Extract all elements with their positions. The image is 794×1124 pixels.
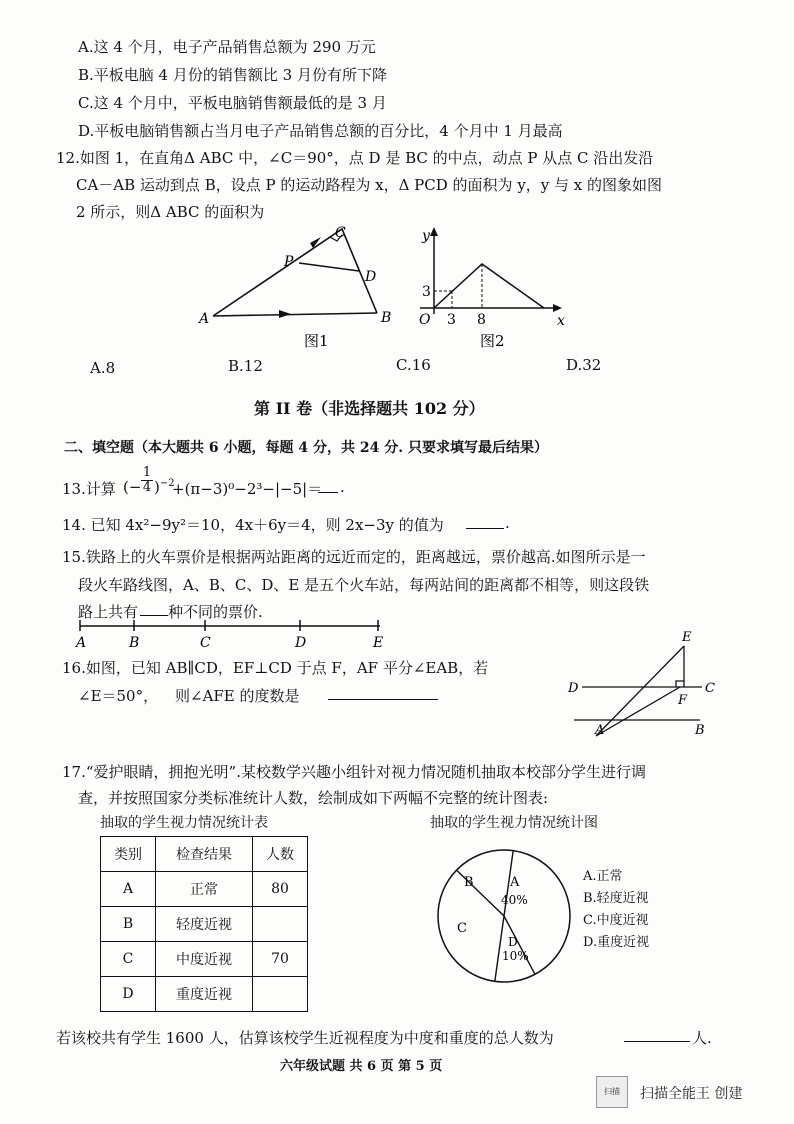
- scanner-watermark: 扫描全能王 创建: [640, 1086, 743, 1102]
- q17-last-line-b: 人.: [692, 1029, 712, 1047]
- q13-paren-close: )$^{-2}$: [154, 478, 175, 496]
- cell-count: 80: [253, 872, 308, 907]
- q13-prefix: 13.计算: [62, 480, 116, 498]
- q16-line1: 16.如图，已知 AB∥CD，EF⊥CD 于点 F，AF 平分∠EAB，若: [62, 659, 489, 677]
- fig2-tick-x2: 8: [477, 312, 486, 328]
- pie-label-d: D: [508, 935, 518, 949]
- legend-item-a: A.正常: [583, 869, 623, 884]
- q16-line2-b: 则∠AFE 的度数是: [175, 687, 300, 705]
- q12-line1: 12.如图 1，在直角Δ ABC 中，∠C＝90°，点 D 是 BC 的中点，动点 P 从点 C 沿出发沿: [56, 149, 654, 167]
- station-b: B: [129, 635, 140, 651]
- vision-stats-table: [100, 836, 308, 1012]
- fig1-label-c: C: [335, 225, 346, 241]
- q13-fraction: [141, 466, 153, 495]
- fig2-caption: 图2: [480, 332, 505, 350]
- fig2-tick-x1: 3: [447, 312, 456, 328]
- pie-label-b: B: [464, 875, 474, 890]
- page-footer-cut: 六年级试题 共 6 页 第 5 页: [280, 1059, 443, 1074]
- q15-line3-a: 路上共有: [78, 603, 139, 621]
- q13-paren-open: (−: [123, 478, 142, 496]
- station-d: D: [295, 635, 307, 651]
- q11-option-b: B.平板电脑 4 月份的销售额比 3 月份有所下降: [78, 66, 387, 84]
- fig16-label-f: F: [678, 693, 688, 708]
- cell-category: C: [101, 942, 156, 977]
- table-title: 抽取的学生视力情况统计表: [100, 815, 268, 831]
- cell-count: 70: [253, 942, 308, 977]
- q11-option-c: C.这 4 个月中，平板电脑销售额最低的是 3 月: [78, 94, 387, 112]
- fig1-label-p: P: [284, 254, 294, 270]
- cell-category: D: [101, 977, 156, 1012]
- q12-figure1: [196, 222, 406, 352]
- pie-text-d: 10%: [502, 949, 529, 963]
- fig16-label-c: C: [705, 681, 715, 696]
- cell-count: [253, 977, 308, 1012]
- fig1-caption: 图1: [304, 332, 329, 350]
- fig16-label-a: A: [595, 723, 605, 738]
- q17-answer-blank[interactable]: [624, 1027, 690, 1042]
- table-row: [101, 872, 308, 907]
- q11-option-d: D.平板电脑销售额占当月电子产品销售总额的百分比，4 个月中 1 月最高: [78, 122, 563, 140]
- q16-line2-a: ∠E＝50°，: [78, 687, 159, 705]
- fig2-origin: O: [419, 312, 431, 328]
- q15-line1: 15.铁路上的火车票价是根据两站距离的远近而定的，距离越远，票价越高.如图所示是一: [62, 548, 646, 566]
- table-row: [101, 907, 308, 942]
- table-row: [101, 977, 308, 1012]
- fig16-label-d: D: [568, 681, 579, 696]
- pie-label-a: A: [510, 875, 520, 890]
- vision-pie-chart: [420, 846, 590, 986]
- cell-result: 重度近视: [156, 977, 253, 1012]
- q11-option-a: A.这 4 个月，电子产品销售总额为 290 万元: [78, 38, 376, 56]
- header-result: 检查结果: [156, 837, 253, 872]
- q13-frac-num: 1: [142, 465, 152, 480]
- q13-end: .: [340, 478, 345, 496]
- q17-line2: 查，并按照国家分类标准统计人数，绘制成如下两幅不完整的统计图表:: [78, 789, 549, 807]
- legend-item-b: B.轻度近视: [583, 891, 649, 906]
- header-category: 类别: [101, 837, 156, 872]
- q17-last-line-a: 若该校共有学生 1600 人，估算该校学生近视程度为中度和重度的总人数为: [56, 1029, 554, 1047]
- q15-answer-blank[interactable]: [140, 601, 168, 616]
- fig1-label-b: B: [381, 310, 392, 326]
- cell-result: 轻度近视: [156, 907, 253, 942]
- legend-item-d: D.重度近视: [583, 935, 650, 950]
- fig1-label-d: D: [365, 269, 377, 285]
- q13-frac-den: 4: [142, 480, 152, 495]
- q12-option-b: B.12: [228, 357, 263, 375]
- q12-line2: CA－AB 运动到点 B，设点 P 的运动路程为 x，Δ PCD 的面积为 y，y 与 x 的图象如图: [76, 176, 663, 194]
- section2-title: 第 II 卷（非选择题共 102 分）: [254, 399, 485, 418]
- q12-line3: 2 所示，则Δ ABC 的面积为: [76, 203, 265, 221]
- fill-in-header: 二、填空题（本大题共 6 小题，每题 4 分，共 24 分. 只要求填写最后结果）: [64, 440, 548, 456]
- q13-answer-blank[interactable]: [318, 478, 338, 493]
- q12-option-d: D.32: [566, 356, 602, 374]
- fig16-label-b: B: [695, 723, 705, 738]
- q14-text: 14. 已知 4x²−9y²＝10，4x＋6y＝4，则 2x−3y 的值为: [62, 516, 444, 534]
- q12-option-a: A.8: [90, 359, 116, 377]
- q16-answer-blank[interactable]: [328, 685, 438, 700]
- q15-line3-b: 种不同的票价.: [168, 603, 263, 621]
- q12-option-c: C.16: [396, 356, 431, 374]
- cell-count: [253, 907, 308, 942]
- cell-result: 正常: [156, 872, 253, 907]
- q13-expression: +(π−3)⁰−2³−|−5|＝: [172, 480, 323, 498]
- pie-legend: [583, 866, 649, 954]
- fig2-y-label: y: [422, 228, 430, 244]
- pie-label-c: C: [457, 921, 467, 936]
- chart-title: 抽取的学生视力情况统计图: [430, 815, 598, 831]
- fig2-x-label: x: [557, 313, 565, 329]
- cell-category: A: [101, 872, 156, 907]
- cell-result: 中度近视: [156, 942, 253, 977]
- q12-figure2: [410, 222, 580, 352]
- q17-line1: 17.“爱护眼睛，拥抱光明”.某校数学兴趣小组针对视力情况随机抽取本校部分学生进行调: [62, 763, 646, 781]
- pie-text-a: 40%: [501, 893, 528, 907]
- scanner-logo: 扫描: [596, 1076, 628, 1108]
- q15-railway-line: [72, 618, 392, 652]
- q14-end: .: [505, 514, 510, 532]
- q16-figure: [562, 626, 724, 738]
- legend-item-c: C.中度近视: [583, 913, 649, 928]
- fig2-tick-y: 3: [422, 284, 431, 300]
- q14-answer-blank[interactable]: [466, 514, 504, 529]
- fig16-label-e: E: [682, 630, 692, 645]
- header-count: 人数: [253, 837, 308, 872]
- station-a: A: [76, 635, 87, 651]
- q15-line2: 段火车路线图，A、B、C、D、E 是五个火车站，每两站间的距离都不相等，则这段铁: [78, 576, 650, 594]
- fig1-label-a: A: [199, 311, 210, 327]
- table-header-row: [101, 837, 308, 872]
- station-c: C: [200, 635, 211, 651]
- cell-category: B: [101, 907, 156, 942]
- table-row: [101, 942, 308, 977]
- station-e: E: [373, 635, 384, 651]
